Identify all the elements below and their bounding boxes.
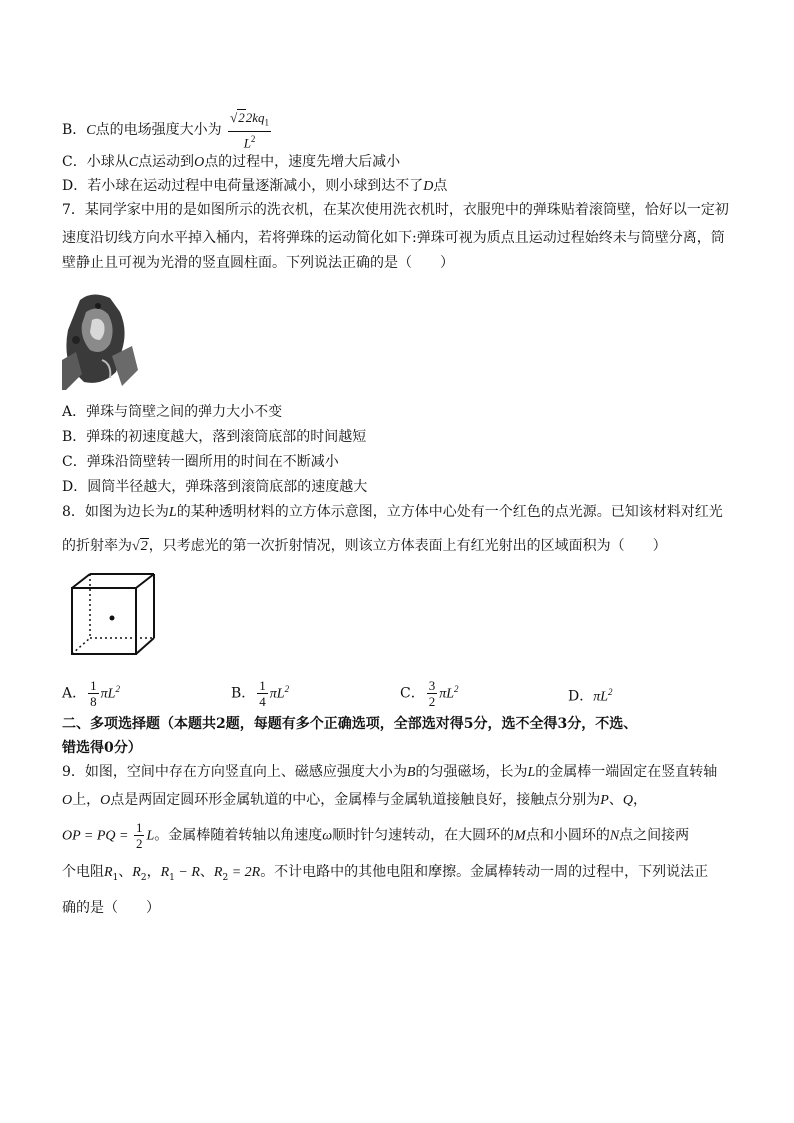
field-strength-fraction: $\frac{√22kq_1}{L^2}$: [230, 110, 270, 150]
q8-stem-line-2: [62, 536, 667, 557]
math-l: L: [168, 505, 177, 520]
subscript: 2: [222, 872, 229, 883]
q8-option-a: [62, 678, 120, 709]
q7-option-a: A．弹珠与筒壁之间的弹力大小不变: [62, 404, 283, 420]
option-fraction: [88, 678, 99, 709]
option-text: C．小球从: [62, 154, 129, 170]
q8-option-c: [400, 678, 459, 709]
stem-text: ，: [632, 792, 647, 808]
equation: = 2R: [228, 865, 261, 880]
q7-stem-line-1: 7．某同学家中用的是如图所示的洗衣机，在某次使用洗衣机时，衣服兜中的弹珠贴着滚筒壁，恰好以一定初: [62, 202, 729, 218]
option-text: 点的过程中，速度先增大后减小: [204, 154, 401, 170]
stem-text: 点是两固定圆环形金属轨道的中心，金属棒与金属轨道接触良好，接触点分别为: [110, 792, 601, 808]
math-omega: ω: [322, 828, 333, 844]
option-fraction: [427, 678, 438, 709]
q9-line-3: [62, 820, 689, 851]
denominator: 2: [428, 694, 436, 709]
option-text: 点: [433, 178, 448, 194]
math-l: L: [527, 765, 536, 780]
separator: 、: [199, 864, 214, 880]
q8-option-d: [568, 682, 613, 708]
q7-stem-line-3: 壁静止且可视为光滑的竖直圆柱面。下列说法正确的是（ ）: [62, 255, 454, 271]
subscript: 1: [169, 872, 175, 883]
stem-text: 顺时针匀速转动，在大圆环的: [332, 827, 515, 844]
q7-option-c: C．弹珠沿筒壁转一圈所用的时间在不断减小: [62, 454, 339, 470]
stem-text: 。金属棒随着转轴以角速度: [154, 827, 323, 844]
numerator: 1: [259, 678, 266, 693]
superscript: 2: [608, 687, 613, 697]
stem-text: 点和小圆环的: [525, 827, 610, 844]
superscript: 2: [454, 683, 459, 694]
stem-text: ，只考虑光的第一次折射情况，则该立方体表面上有红光射出的区域面积为（ ）: [148, 538, 667, 554]
q9-line-2: [62, 790, 647, 811]
math-o: O: [62, 793, 73, 808]
numerator: 1: [90, 678, 97, 693]
separator: 、: [118, 864, 133, 880]
radicand: 2: [140, 539, 148, 554]
math-d: D: [423, 179, 434, 194]
half-fraction: [134, 820, 145, 851]
section-2-heading-line-1: 二、多项选择题（本题共2题，每题有多个正确选项，全部选对得5分，选不全得3分，不选、: [62, 716, 638, 732]
stem-text: 。不计电路中的其他电阻和摩擦。金属棒转动一周的过程中，下列说法正: [260, 864, 709, 880]
q6-option-b: [62, 110, 273, 150]
subscript: 1: [112, 872, 119, 883]
option-text: 点运动到: [138, 154, 195, 170]
stem-text: 的匀强磁场，长为: [415, 764, 528, 780]
math-q: Q: [622, 793, 633, 808]
stem-text: 点之间接两: [619, 827, 690, 844]
math-r: R: [132, 865, 141, 880]
stem-text: 的金属棒一端固定在竖直转轴: [535, 764, 718, 780]
denominator: 2: [135, 836, 143, 851]
math-c: C: [128, 155, 139, 170]
math-c: C: [86, 122, 96, 138]
numerator: 3: [428, 678, 436, 693]
option-text: D．若小球在运动过程中电荷量逐渐减小，则小球到达不了: [62, 178, 424, 194]
option-value: πL: [593, 689, 609, 705]
option-label: A．: [62, 685, 87, 702]
option-fraction: [257, 678, 268, 709]
numerator: 1: [135, 820, 143, 835]
denominator: L: [243, 134, 251, 150]
subscript: 2: [140, 872, 147, 883]
option-label: B．: [231, 685, 256, 702]
math-r: R: [104, 865, 113, 880]
stem-text: ，: [146, 864, 161, 880]
equation: OP = PQ =: [62, 828, 132, 844]
equation: − R: [174, 865, 200, 880]
q7-stem-line-2: 速度沿切线方向水平掉入桶内，若将弹珠的运动简化如下:弹珠可视为质点且运动过程始终未与筒壁分离，筒: [62, 230, 725, 246]
stem-text: 9．如图，空间中存在方向竖直向上、磁感应强度大小为: [62, 764, 407, 780]
option-label: C．: [400, 685, 425, 702]
math-l: L: [146, 828, 155, 844]
stem-text: 的某种透明材料的立方体示意图，立方体中心处有一个红色的点光源。已知该材料对红光: [176, 504, 723, 520]
stem-text: 的折射率为: [62, 538, 132, 554]
q9-line-5: 确的是（ ）: [62, 900, 160, 916]
math-p: P: [600, 793, 609, 808]
washing-machine-photo: [62, 290, 138, 390]
math-r: R: [213, 865, 223, 880]
math-o: O: [194, 155, 205, 170]
math-b: B: [406, 765, 416, 780]
denominator: 8: [90, 694, 97, 709]
stem-text: 上，: [72, 792, 101, 808]
stem-text: 个电阻: [62, 864, 104, 880]
sqrt-expression: √2: [132, 539, 148, 554]
option-value: πL: [439, 686, 455, 702]
superscript: 2: [250, 133, 256, 144]
option-label: B．: [62, 121, 87, 138]
math-n: N: [609, 828, 620, 844]
q8-option-b: [231, 678, 289, 709]
q9-line-1: [62, 762, 717, 783]
q6-option-d: [62, 176, 447, 197]
cube-diagram: [68, 572, 158, 662]
superscript: 2: [115, 683, 120, 694]
section-2-heading-line-2: 错选得0分）: [62, 740, 142, 756]
option-text: 点的电场强度大小为: [95, 121, 222, 138]
separator: 、: [608, 792, 623, 808]
stem-text: 8．如图为边长为: [62, 504, 169, 520]
option-label: D．: [568, 688, 594, 705]
numerator: 2kq: [245, 110, 265, 125]
subscript: 1: [264, 117, 270, 128]
q9-line-4: [62, 862, 708, 888]
q7-option-d: D．圆筒半径越大，弹珠落到滚筒底部的速度越大: [62, 479, 368, 495]
option-value: πL: [269, 686, 285, 702]
q6-option-c: [62, 152, 400, 173]
denominator: 4: [259, 694, 266, 709]
option-value: πL: [100, 686, 116, 702]
math-o: O: [100, 793, 111, 808]
q8-stem-line-1: [62, 502, 723, 523]
math-r: R: [160, 865, 170, 880]
math-m: M: [514, 828, 526, 844]
q7-option-b: B．弹珠的初速度越大，落到滚筒底部的时间越短: [62, 429, 367, 445]
superscript: 2: [284, 683, 290, 694]
